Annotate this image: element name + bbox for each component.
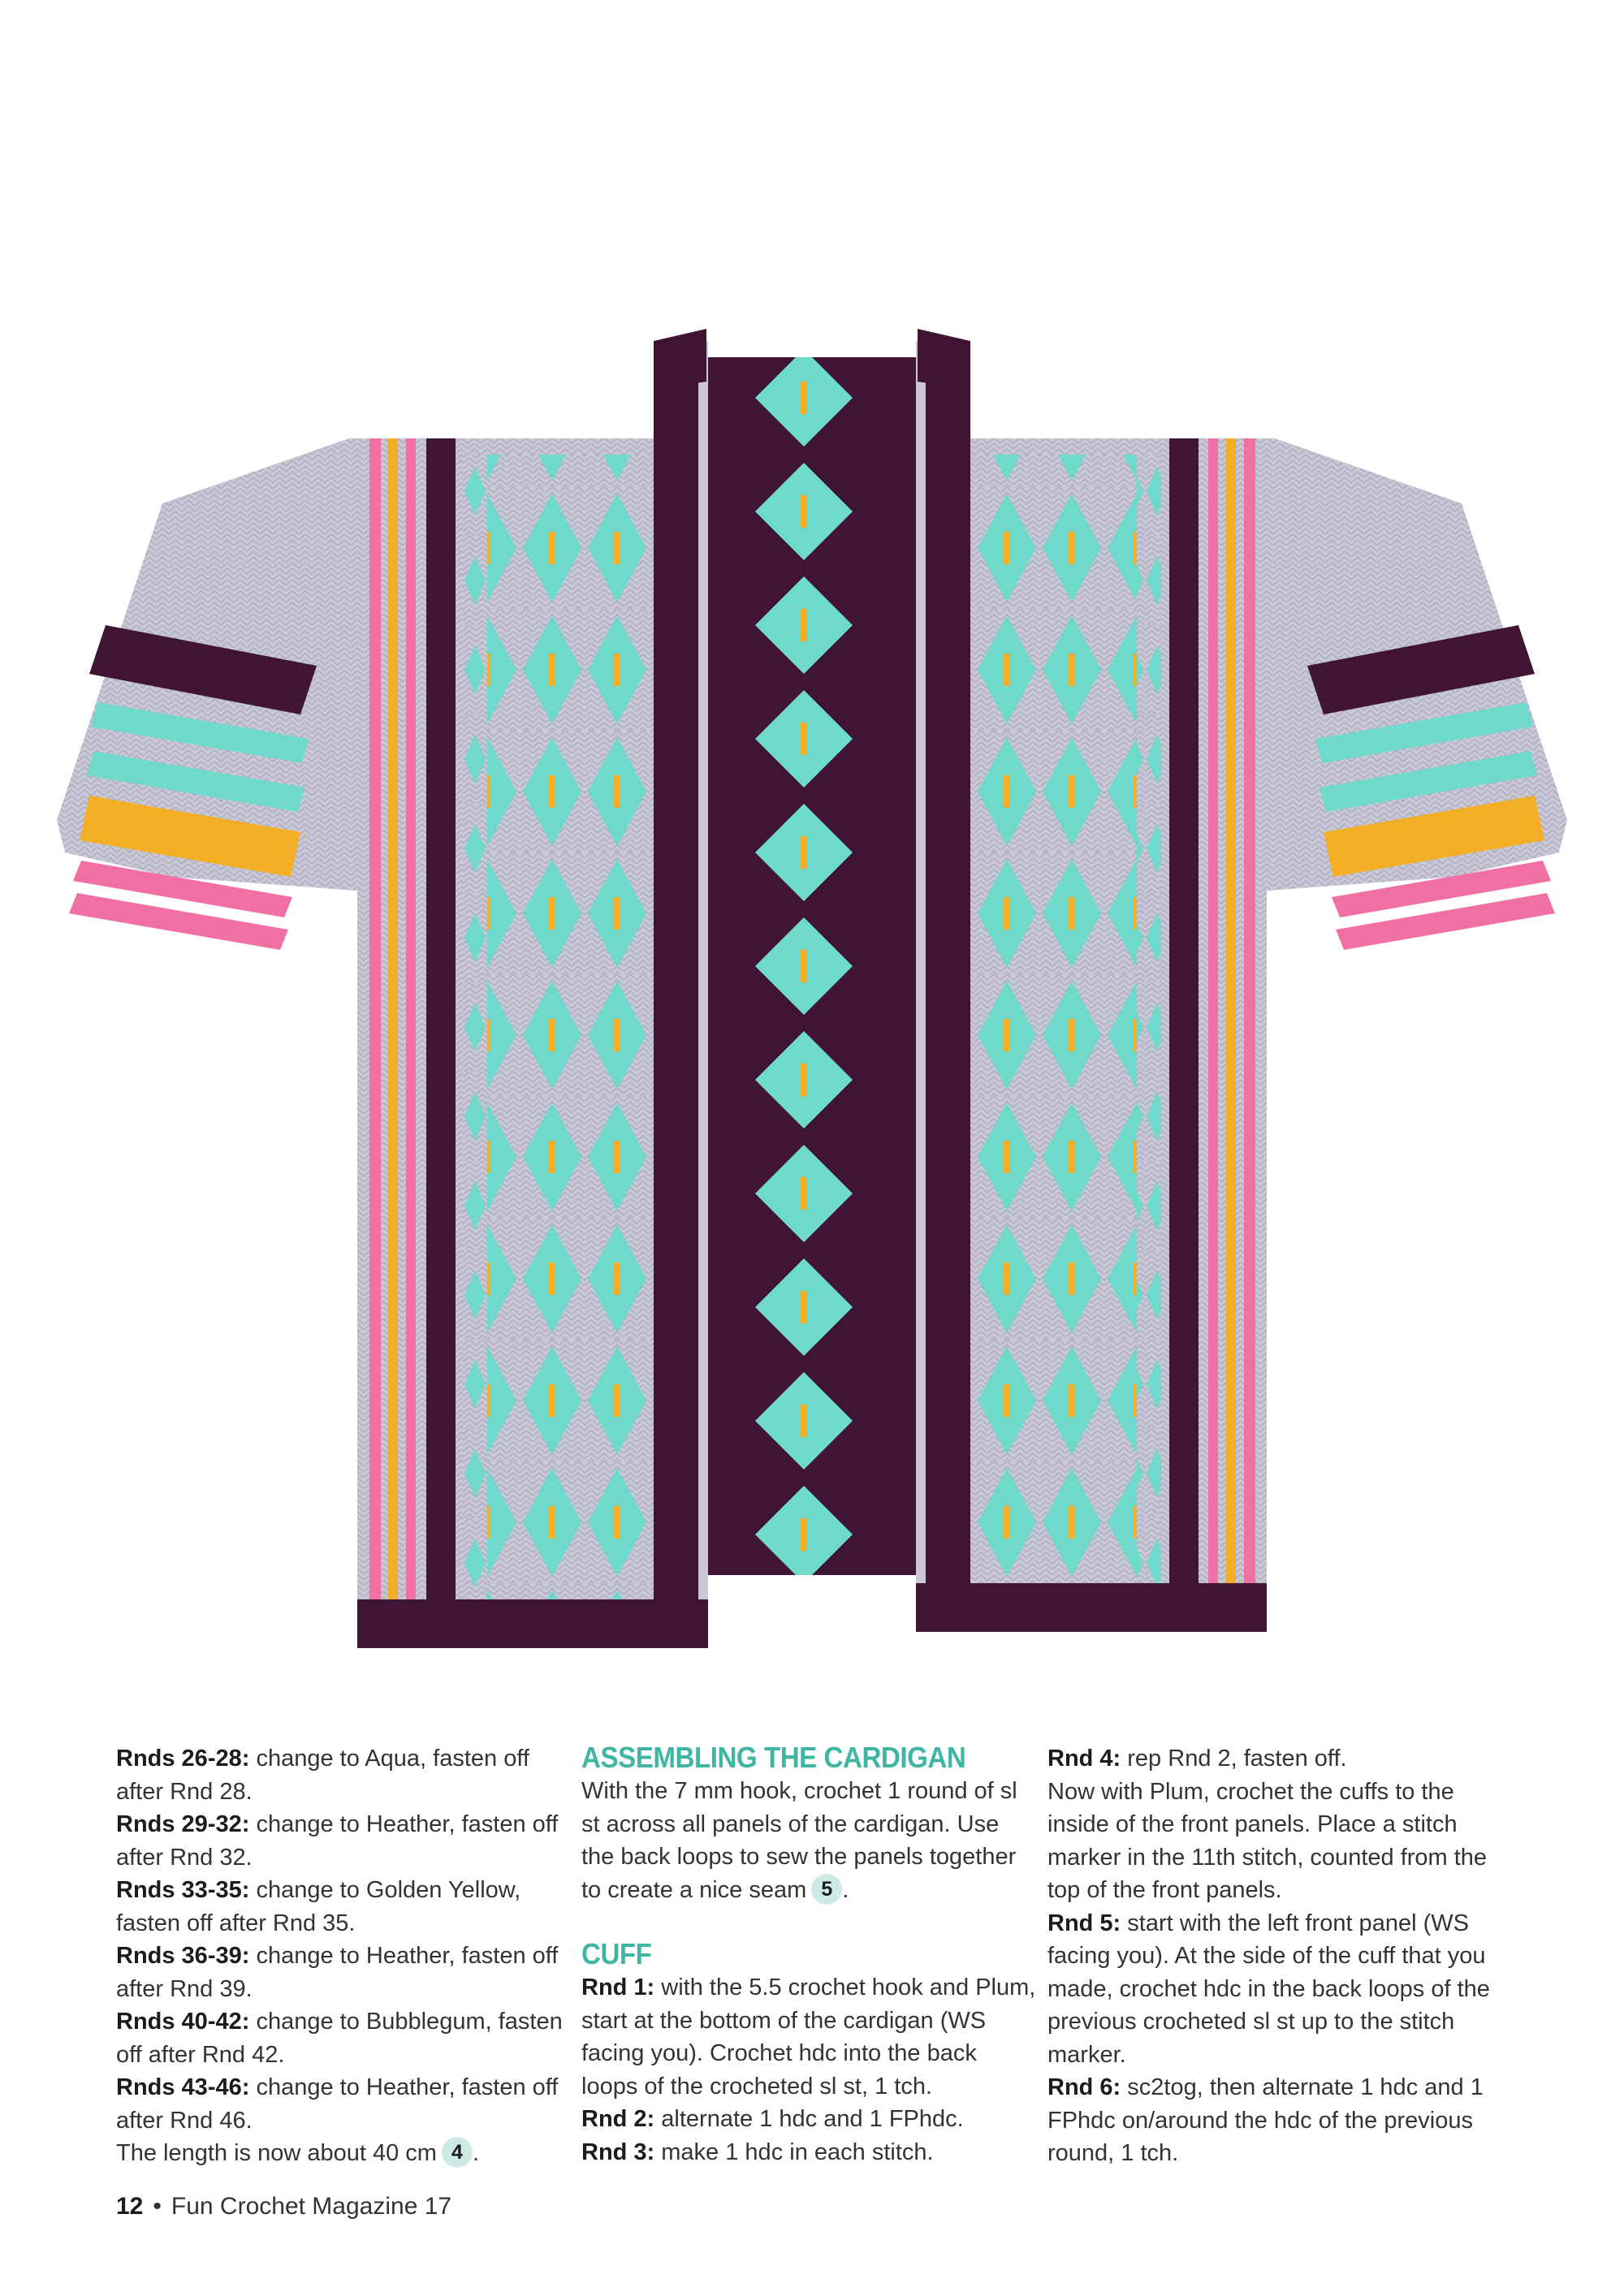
instruction-rnd-4 [1047,1742,1502,1776]
collar-right [918,329,970,390]
round-text: change to Bubblegum, fasten off after Rnd 42. [116,2009,563,2068]
heading-cuff: CUFF [581,1937,652,1970]
cuff-paragraph: Now with Plum, crochet the cuffs to the inside of the front panels. Place a stitch marker in the 11th stitch, counted from the top of the front panels. [1047,1778,1488,1903]
length-text: The length is now about 40 cm [116,2140,437,2166]
instruction-rnds-40-42 [116,2005,571,2071]
assembly-end: . [842,1876,849,1903]
back-panel [698,357,926,1575]
round-text: sc2tog, then alternate 1 hdc and 1 FPhdc on/around the hdc of the previous round, 1 tch. [1047,2074,1484,2166]
instruction-rnd-1 [581,1971,1036,2103]
round-label: Rnds 36-39: [116,1943,250,1969]
round-label: Rnd 1: [581,1974,655,2000]
heading-assembling: ASSEMBLING THE CARDIGAN [581,1741,966,1774]
round-label: Rnd 4: [1047,1746,1121,1772]
round-label: Rnds 29-32: [116,1811,250,1837]
instruction-rnds-26-28 [116,1742,571,1808]
instruction-rnd-5 [1047,1907,1502,2072]
round-label: Rnds 26-28: [116,1746,250,1772]
right-front-panel [916,341,1267,1632]
column-2 [581,1742,1036,2169]
round-text: change to Aqua, fasten off after Rnd 28. [116,1746,529,1805]
round-text: change to Heather, fasten off after Rnd 39. [116,1943,559,2002]
collar-left [654,329,706,390]
round-label: Rnds 40-42: [116,2009,250,2035]
magazine-title: Fun Crochet Magazine 17 [171,2193,452,2220]
round-text: with the 5.5 crochet hook and Plum, start at the bottom of the cardigan (WS facing you). Crochet hdc into the back loops of the crocheted sl st, 1 tch. [581,1974,1036,2100]
round-text: make 1 hdc in each stitch. [654,2138,934,2165]
page-footer [116,2190,451,2223]
round-label: Rnds 43-46: [116,2074,250,2100]
round-label: Rnd 3: [581,2138,655,2165]
footer-separator: • [153,2193,162,2220]
instruction-rnd-6 [1047,2071,1502,2170]
round-text: alternate 1 hdc and 1 FPhdc. [654,2106,964,2132]
round-text: change to Heather, fasten off after Rnd 32. [116,1811,559,1871]
left-sleeve [57,438,406,950]
instruction-rnds-33-35 [116,1874,571,1940]
page-number: 12 [116,2193,144,2220]
round-label: Rnd 6: [1047,2074,1121,2100]
instruction-rnd-2 [581,2103,1036,2136]
column-3 [1047,1742,1502,2170]
instruction-rnds-43-46 [116,2071,571,2137]
step-badge-4: 4 [442,2137,473,2168]
length-end: . [472,2140,480,2166]
round-label: Rnd 2: [581,2106,655,2132]
left-front-panel [357,341,708,1648]
round-text: start with the left front panel (WS facing you). At the side of the cuff that you made, crochet hdc in the back loops of the previous crocheted sl st up to the stitch marker. [1047,1910,1490,2068]
assembly-paragraph [581,1775,1036,1906]
instruction-rnds-29-32 [116,1808,571,1874]
round-label: Rnd 5: [1047,1910,1121,1936]
step-badge-5: 5 [811,1874,842,1905]
assembly-text: With the 7 mm hook, crochet 1 round of sl st across all panels of the cardigan. Use the back loops to sew the panels together to create a nice seam [581,1778,1017,1903]
round-text: change to Golden Yellow, fasten off after Rnd 35. [116,1877,521,1936]
column-1 [116,1742,571,2170]
instruction-rnd-3 [581,2136,1036,2169]
length-note [116,2137,571,2170]
round-label: Rnds 33-35: [116,1877,250,1903]
round-text: rep Rnd 2, fasten off. [1121,1746,1347,1772]
round-text: change to Heather, fasten off after Rnd 46. [116,2074,559,2134]
right-sleeve [1218,438,1567,950]
instruction-rnds-36-39 [116,1940,571,2005]
